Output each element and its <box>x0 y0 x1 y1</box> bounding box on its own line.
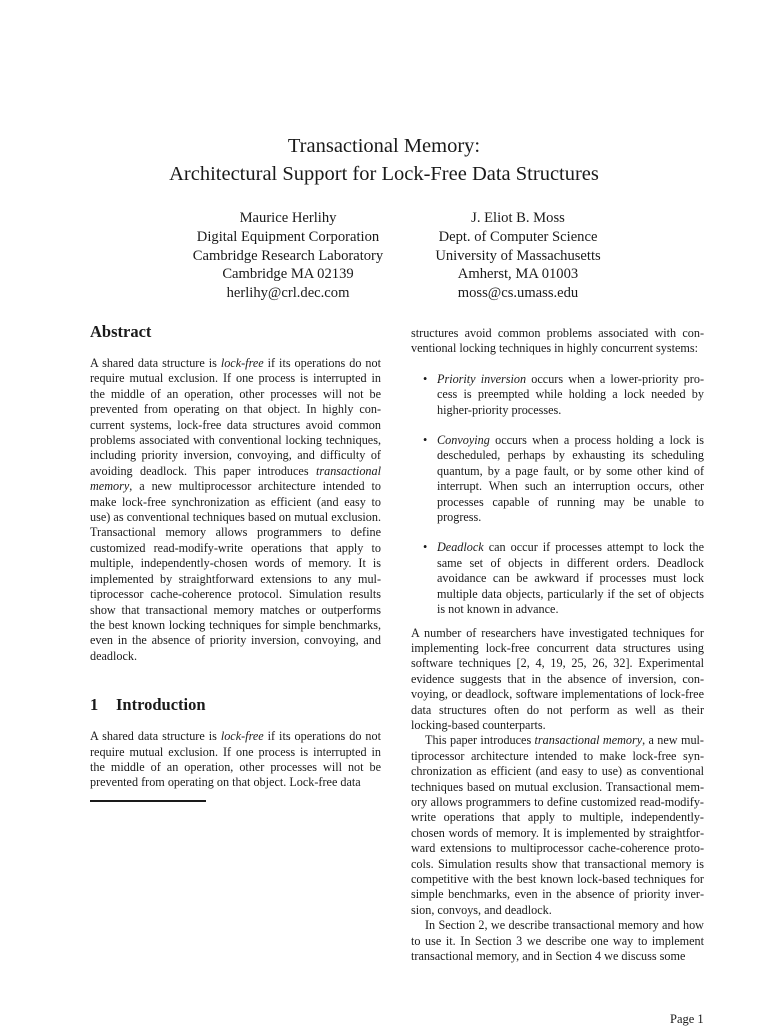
paragraph-text: This paper introduces <box>425 733 535 748</box>
author-block-herlihy <box>158 209 418 303</box>
list-item-deadlock <box>411 540 704 617</box>
section-title: Introduction <box>116 695 206 715</box>
list-item-priority-inversion <box>411 372 704 418</box>
paragraph-text: , a new multiprocessor architecture intended to make lock-free synchronization as efficient (and easy to use) as conventional techniques based on mutual exclusion. Transactional memory allows programmers to define customized read-modify-write operations that apply to multiple, independently-chosen words of memory. It is implemented by straightforward extensions to multiprocessor cache-coherence protocols. Simulation results show that transactional memory is competitive with the best known lock-based techniques for simple benchmarks, even in the absence of priority inversion, convoys, and deadlock. <box>411 733 704 917</box>
author-address: Amherst, MA 01003 <box>457 266 579 283</box>
title-line-2: Architectural Support for Lock-Free Data Structures <box>169 163 599 185</box>
term-transactional-memory: transactional memory <box>90 463 381 494</box>
term-lock-free: lock-free <box>220 356 264 370</box>
author-affiliation: Dept. of Computer Science <box>438 228 598 245</box>
introduction-heading <box>90 695 381 715</box>
section-number: 1 <box>90 695 99 715</box>
list-item-text: occurs when a process holding a lock is descheduled, perhaps by exhausting its scheduling quantum, by a page fault, or by some other kind of interrupt. When such an interruption occurs, other processes capable of running may be unable to progress. <box>437 433 704 525</box>
paper-intro-paragraph <box>411 733 704 918</box>
list-item-text: occurs when a lower-priority process is preempted while holding a lock needed by higher-priority processes. <box>437 371 705 417</box>
abstract-paragraph <box>90 356 381 664</box>
author-email: moss@cs.umass.edu <box>457 285 579 302</box>
sections-overview-paragraph: In Section 2, we describe transactional memory and how to use it. In Section 3 we describe one way to implement transactional memory, and in Section 4 we discuss some <box>411 918 704 964</box>
author-address: Cambridge MA 02139 <box>222 266 354 283</box>
author-affiliation: Digital Equipment Corporation <box>196 228 380 245</box>
bullet-icon: • <box>423 540 428 555</box>
abstract-text: if its operations do not require mutual exclusion. If one process is interrupted in the middle of an operation, other processes will not be prevented from operating on that object. In highly concurrent systems, lock-free data structures avoid common problems associated with conventional locking techniques, including priority inversion, convoying, and difficulty of avoiding deadlock. This paper introduces <box>90 356 381 478</box>
author-block-moss <box>388 209 648 303</box>
term-priority-inversion: Priority inversion <box>437 371 527 386</box>
author-email: herlihy@crl.dec.com <box>226 285 350 302</box>
left-column <box>90 322 381 791</box>
abstract-heading: Abstract <box>90 322 152 341</box>
author-name: J. Eliot B. Moss <box>471 210 565 226</box>
bullet-icon: • <box>423 371 428 386</box>
intro-continued-paragraph: structures avoid common problems associated with conventional locking techniques in highly concurrent systems: <box>411 326 704 356</box>
title-line-1: Transactional Memory: <box>287 135 481 157</box>
intro-text: A shared data structure is <box>90 729 221 744</box>
term-lock-free: lock-free <box>220 729 264 744</box>
intro-text: if its operations do not require mutual exclusion. If one process is interrupted in the middle of an operation, other processes will not be prevented from operating on that object. Lock-free data <box>90 729 381 790</box>
list-item-convoying <box>411 433 704 525</box>
author-name: Maurice Herlihy <box>239 210 337 226</box>
term-convoying: Convoying <box>437 433 490 448</box>
intro-paragraph <box>90 729 381 791</box>
problem-list <box>411 372 704 618</box>
abstract-text: , a new multiprocessor architecture intended to make lock-free synchronization as efficient (and easy to use) as conventional techniques based on mutual exclusion. Transactional memory allows programmers to define customized read-modify-write operations that apply to multiple, independently-chosen words of memory. It is implemented by straightforward extensions to any multiprocessor cache-coherence protocol. Simulation results show that transactional memory matches or outperforms the best known locking techniques for simple benchmarks, even in the absence of priority inversion, convoying, and deadlock. <box>90 479 381 663</box>
right-column <box>411 326 704 964</box>
abstract-text: A shared data structure is <box>90 356 221 370</box>
page-number: Page 1 <box>670 1012 704 1026</box>
list-item-text: can occur if processes attempt to lock the same set of objects in different orders. Deadlock avoidance can be awkward if processes must lock multiple data objects, particularly if the set of objects is not known in advance. <box>437 540 704 617</box>
term-deadlock: Deadlock <box>437 540 484 555</box>
bullet-icon: • <box>423 433 428 448</box>
author-affiliation: University of Massachusetts <box>435 247 601 264</box>
footnote-rule <box>90 800 206 802</box>
term-transactional-memory: transactional memory <box>534 733 643 748</box>
researchers-paragraph: A number of researchers have investigated techniques for implementing lock-free concurrent data structures using software techniques [2, 4, 19, 25, 26, 32]. Experimental evidence suggests that in the absence of inversion, convoying, or deadlock, software implementations of lock-free data structures often do not perform as well as their locking-based counterparts. <box>411 625 704 732</box>
author-affiliation: Cambridge Research Laboratory <box>192 247 384 264</box>
